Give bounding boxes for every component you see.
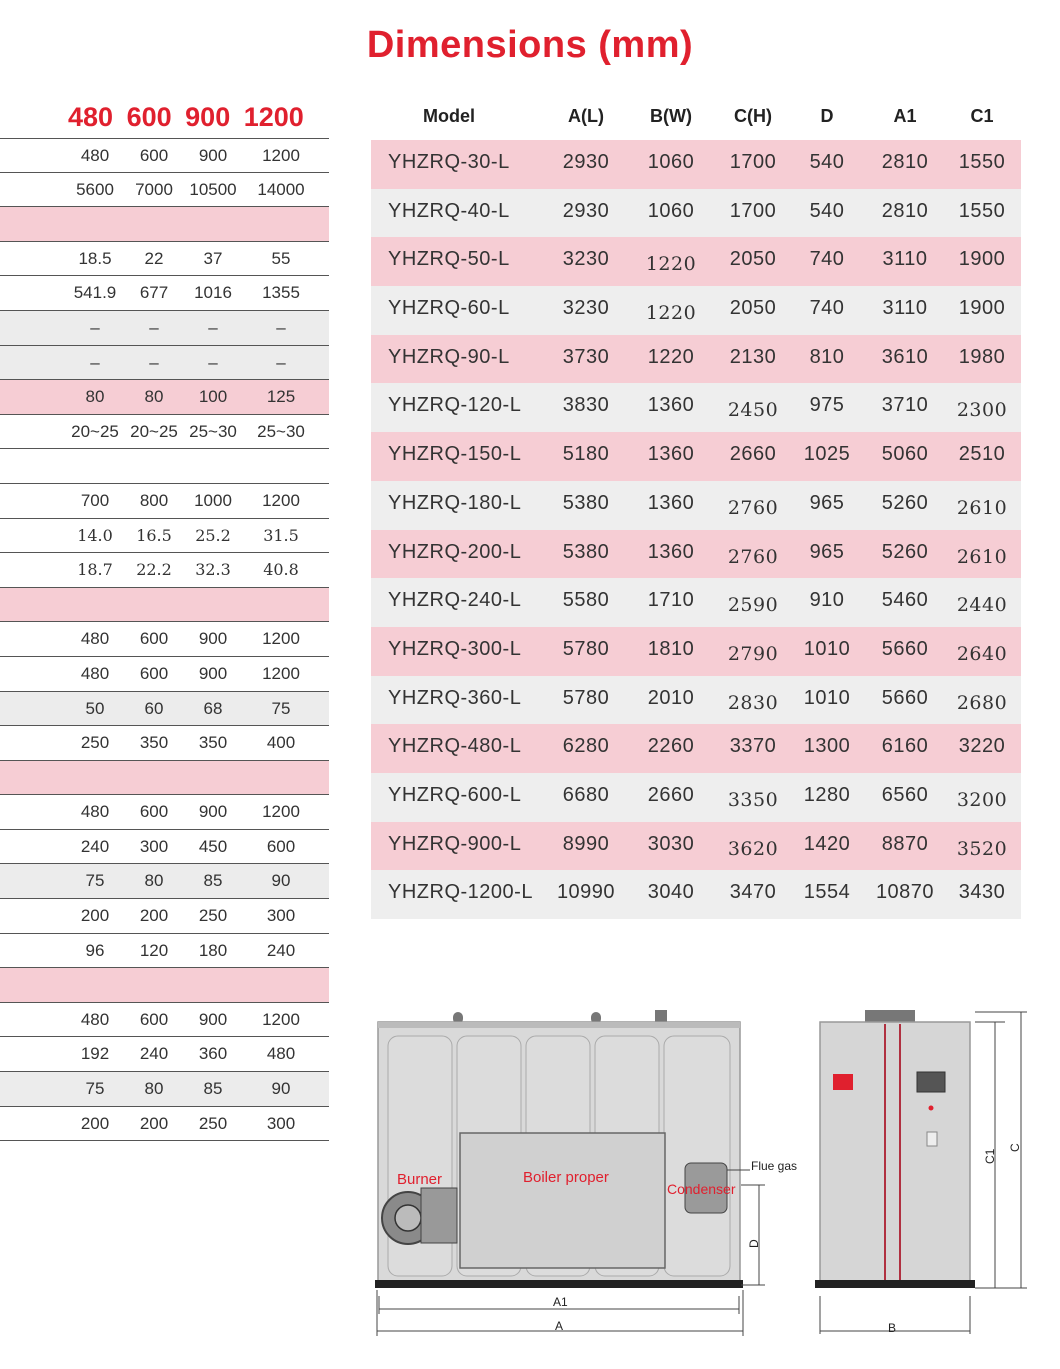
table-cell: 6160 — [881, 735, 929, 758]
table-cell: 975 — [809, 394, 845, 417]
table-cell: 85 — [203, 1079, 223, 1099]
table-cell: 350 — [139, 733, 169, 753]
table-cell: 192 — [80, 1044, 110, 1064]
table-cell: 1280 — [803, 783, 851, 806]
dim-c-label: C — [1008, 1143, 1022, 1152]
table-cell: 14000 — [257, 179, 305, 199]
model-cell: YHZRQ-40-L — [388, 199, 510, 222]
table-cell: 2830 — [727, 691, 779, 714]
table-cell: 2300 — [956, 399, 1008, 422]
table-cell: 200 — [139, 906, 169, 926]
table-cell: 5660 — [881, 686, 929, 709]
table-cell: 740 — [809, 248, 845, 271]
table-cell: 20~25 — [130, 421, 178, 441]
table-cell: 1060 — [647, 151, 695, 173]
model-cell: YHZRQ-30-L — [388, 151, 510, 173]
table-row — [0, 138, 329, 173]
table-cell: 1300 — [803, 735, 851, 758]
table-row — [0, 311, 329, 346]
table-cell: 740 — [809, 297, 845, 320]
table-row — [371, 189, 1021, 238]
table-cell: 800 — [139, 490, 169, 510]
table-row — [371, 481, 1021, 530]
model-cell: YHZRQ-200-L — [388, 540, 522, 563]
table-cell: 3200 — [956, 788, 1008, 811]
table-cell: 5580 — [562, 589, 610, 612]
table-row — [0, 380, 329, 415]
table-row — [371, 773, 1021, 822]
table-row — [371, 140, 1021, 189]
table-cell: 5600 — [76, 179, 114, 199]
table-cell: 200 — [80, 906, 110, 926]
table-cell: 900 — [198, 663, 228, 683]
table-cell: 1420 — [803, 832, 851, 855]
table-cell: 2260 — [647, 735, 695, 758]
table-cell: 300 — [266, 1113, 296, 1133]
table-cell: 3470 — [729, 881, 777, 904]
dim-a1-label: A1 — [553, 1295, 568, 1309]
table-cell: 5380 — [562, 491, 610, 514]
left-spec-table — [0, 138, 329, 1141]
table-cell: 1550 — [958, 151, 1006, 173]
table-row — [0, 622, 329, 657]
table-cell: 2450 — [727, 399, 779, 422]
table-cell: 7000 — [135, 179, 173, 199]
table-cell: 300 — [139, 836, 169, 856]
column-header: A(L) — [568, 106, 604, 126]
table-row — [0, 207, 329, 242]
flue-gas-label: Flue gas — [751, 1159, 798, 1173]
table-cell: 240 — [80, 836, 110, 856]
table-cell: 450 — [198, 836, 228, 856]
table-cell: 2590 — [727, 594, 779, 617]
table-cell: – — [90, 317, 100, 337]
table-cell: 100 — [198, 387, 228, 407]
table-row — [0, 761, 329, 796]
table-cell: 1220 — [647, 345, 695, 368]
table-cell: 900 — [198, 146, 228, 165]
table-row — [0, 1107, 329, 1142]
table-cell: 90 — [271, 871, 291, 891]
header-900: 900 — [185, 102, 231, 132]
table-cell: 1016 — [194, 283, 232, 303]
table-cell: 80 — [144, 1079, 164, 1099]
table-row — [0, 968, 329, 1003]
table-row — [0, 864, 329, 899]
table-cell: 480 — [266, 1044, 296, 1064]
header-480: 480 — [68, 102, 114, 132]
table-cell: 3710 — [881, 394, 929, 417]
table-cell: 300 — [266, 906, 296, 926]
table-cell: 1200 — [262, 663, 300, 683]
table-cell: 900 — [198, 1009, 228, 1029]
table-cell: 2680 — [956, 691, 1008, 714]
table-cell: 240 — [139, 1044, 169, 1064]
table-cell: 1700 — [729, 199, 777, 222]
model-cell: YHZRQ-90-L — [388, 345, 510, 368]
table-cell: – — [208, 352, 218, 372]
boiler-proper-label: Boiler proper — [523, 1169, 609, 1186]
dim-d-label: D — [747, 1239, 761, 1248]
model-cell: YHZRQ-900-L — [388, 832, 522, 855]
table-cell: 200 — [80, 1113, 110, 1133]
table-cell: 480 — [80, 629, 110, 649]
table-cell: 5460 — [881, 589, 929, 612]
table-cell: 75 — [85, 1079, 105, 1099]
table-cell: 2790 — [727, 642, 779, 665]
model-cell: YHZRQ-50-L — [388, 248, 510, 271]
table-cell: 480 — [80, 663, 110, 683]
table-cell: 1000 — [194, 490, 232, 510]
table-cell: 10870 — [875, 881, 935, 904]
table-cell: 540 — [809, 199, 845, 222]
table-cell: 541.9 — [73, 283, 117, 303]
table-cell: 700 — [80, 490, 110, 510]
table-cell: 18.5 — [78, 248, 112, 268]
table-cell: 80 — [144, 387, 164, 407]
table-cell: 8990 — [562, 832, 610, 855]
table-cell: 350 — [198, 733, 228, 753]
table-cell: – — [90, 352, 100, 372]
table-cell: 600 — [139, 1009, 169, 1029]
table-row — [371, 286, 1021, 335]
table-row — [371, 530, 1021, 579]
table-cell: 55 — [271, 248, 291, 268]
table-cell: 3620 — [727, 837, 779, 860]
table-cell: 480 — [80, 1009, 110, 1029]
table-cell: 80 — [85, 387, 105, 407]
table-cell: 50 — [85, 698, 105, 718]
table-row — [0, 519, 329, 554]
table-cell: 1810 — [647, 637, 695, 660]
table-cell: 360 — [198, 1044, 228, 1064]
table-cell: 900 — [198, 802, 228, 822]
table-cell: 600 — [139, 802, 169, 822]
table-row — [0, 1037, 329, 1072]
table-cell: 80 — [144, 871, 164, 891]
table-cell: 2660 — [729, 443, 777, 466]
table-cell: 910 — [809, 589, 845, 612]
table-cell: 2610 — [956, 496, 1008, 519]
table-cell: 5380 — [562, 540, 610, 563]
table-row — [371, 383, 1021, 432]
table-cell: 75 — [271, 698, 291, 718]
table-cell: 10990 — [556, 881, 616, 904]
table-cell: 5260 — [881, 491, 929, 514]
table-cell: 3430 — [958, 881, 1006, 904]
table-cell: 85 — [203, 871, 223, 891]
table-cell: 540 — [809, 151, 845, 173]
table-cell: 1220 — [645, 253, 697, 276]
table-cell: 14.0 — [77, 525, 113, 545]
table-row — [0, 242, 329, 277]
left-table-header — [68, 102, 318, 133]
table-cell: 2010 — [647, 686, 695, 709]
table-cell: 22 — [144, 248, 164, 268]
table-cell: 5180 — [562, 443, 610, 466]
dim-a-label: A — [555, 1319, 564, 1333]
table-cell: – — [276, 317, 286, 337]
table-cell: 1010 — [803, 686, 851, 709]
table-cell: – — [149, 317, 159, 337]
table-cell: 480 — [80, 802, 110, 822]
table-cell: 2660 — [647, 783, 695, 806]
table-cell: 5060 — [881, 443, 929, 466]
boiler-drawing — [355, 1000, 1035, 1345]
header-600: 600 — [126, 102, 172, 132]
table-cell: 1550 — [958, 199, 1006, 222]
table-cell: 2510 — [958, 443, 1006, 466]
column-header: D — [820, 106, 834, 126]
table-cell: 8870 — [881, 832, 929, 855]
table-cell: 1025 — [803, 443, 851, 466]
table-cell: 1360 — [647, 491, 695, 514]
table-cell: 3230 — [562, 248, 610, 271]
table-cell: 240 — [266, 940, 296, 960]
table-cell: 125 — [266, 387, 296, 407]
table-cell: – — [276, 352, 286, 372]
table-row — [0, 1003, 329, 1038]
table-cell: 25~30 — [257, 421, 305, 441]
table-cell: 900 — [198, 629, 228, 649]
model-cell: YHZRQ-300-L — [388, 637, 522, 660]
table-cell: 75 — [85, 871, 105, 891]
table-cell: 120 — [139, 940, 169, 960]
condenser-label: Condenser — [667, 1181, 736, 1197]
table-cell: 1700 — [729, 151, 777, 173]
table-cell: 1355 — [262, 283, 300, 303]
column-header: C(H) — [734, 106, 772, 126]
table-cell: 1060 — [647, 199, 695, 222]
table-row — [0, 726, 329, 761]
table-cell: 2050 — [729, 297, 777, 320]
table-cell: 965 — [809, 491, 845, 514]
table-cell: 3350 — [727, 788, 779, 811]
table-cell: 3110 — [882, 248, 928, 271]
model-cell: YHZRQ-180-L — [388, 491, 522, 514]
table-cell: 600 — [139, 146, 169, 165]
table-cell: 1980 — [958, 345, 1006, 368]
table-cell: 40.8 — [263, 560, 299, 580]
table-cell: 3610 — [881, 345, 929, 368]
dim-c1-label: C1 — [983, 1148, 997, 1164]
column-header: Model — [423, 106, 475, 126]
table-row — [371, 237, 1021, 286]
table-cell: 1900 — [958, 248, 1006, 271]
table-cell: 1220 — [645, 302, 697, 325]
table-cell: 2440 — [956, 594, 1008, 617]
table-cell: 3830 — [562, 394, 610, 417]
table-cell: 1200 — [262, 146, 300, 165]
page-title: Dimensions (mm) — [366, 24, 694, 66]
table-cell: 1360 — [647, 394, 695, 417]
table-cell: 5660 — [881, 637, 929, 660]
table-cell: 1710 — [647, 589, 695, 612]
table-cell: 1010 — [803, 637, 851, 660]
table-cell: 250 — [198, 1113, 228, 1133]
table-cell: 1360 — [647, 443, 695, 466]
table-cell: 5780 — [562, 686, 610, 709]
column-header: C1 — [970, 106, 994, 126]
table-cell: 2930 — [562, 151, 610, 173]
table-cell: 68 — [203, 698, 223, 718]
model-cell: YHZRQ-360-L — [388, 686, 522, 709]
model-cell: YHZRQ-1200-L — [388, 881, 533, 904]
table-cell: 677 — [139, 283, 169, 303]
table-row — [0, 899, 329, 934]
table-cell: 600 — [139, 629, 169, 649]
table-cell: 1200 — [262, 802, 300, 822]
table-cell: 3370 — [729, 735, 777, 758]
dimension-table — [371, 98, 1021, 919]
table-cell: 22.2 — [136, 560, 172, 580]
header-1200: 1200 — [243, 102, 304, 132]
table-cell: – — [208, 317, 218, 337]
table-row — [0, 276, 329, 311]
table-row — [0, 934, 329, 969]
table-cell: 6680 — [562, 783, 610, 806]
table-cell: 2810 — [881, 151, 929, 173]
table-cell: – — [149, 352, 159, 372]
table-row — [0, 553, 329, 588]
table-cell: 2760 — [727, 545, 779, 568]
model-cell: YHZRQ-600-L — [388, 783, 522, 806]
table-cell: 810 — [809, 345, 845, 368]
table-cell: 90 — [271, 1079, 291, 1099]
table-cell: 400 — [266, 733, 296, 753]
table-row — [0, 795, 329, 830]
model-cell: YHZRQ-60-L — [388, 297, 510, 320]
table-cell: 5780 — [562, 637, 610, 660]
table-cell: 3110 — [882, 297, 928, 320]
burner-label: Burner — [397, 1171, 443, 1188]
table-cell: 18.7 — [77, 560, 113, 580]
table-row — [0, 415, 329, 450]
table-row — [0, 484, 329, 519]
table-cell: 6280 — [562, 735, 610, 758]
table-row — [0, 588, 329, 623]
table-cell: 2610 — [956, 545, 1008, 568]
table-cell: 25.2 — [195, 525, 231, 545]
table-cell: 5260 — [881, 540, 929, 563]
table-cell: 1200 — [262, 1009, 300, 1029]
table-cell: 10500 — [189, 179, 237, 199]
table-cell: 3040 — [647, 881, 695, 904]
table-cell: 3730 — [562, 345, 610, 368]
table-cell: 600 — [266, 836, 296, 856]
table-row — [0, 692, 329, 727]
table-cell: 2050 — [729, 248, 777, 271]
table-cell: 180 — [198, 940, 228, 960]
table-row — [0, 449, 329, 484]
table-cell: 965 — [809, 540, 845, 563]
table-row — [371, 676, 1021, 725]
table-cell: 37 — [203, 248, 223, 268]
table-cell: 600 — [139, 663, 169, 683]
table-row — [371, 335, 1021, 384]
table-cell: 20~25 — [71, 421, 119, 441]
table-cell: 1200 — [262, 490, 300, 510]
table-cell: 250 — [198, 906, 228, 926]
table-cell: 1554 — [803, 881, 851, 904]
table-row — [0, 830, 329, 865]
boiler-front-view — [815, 1010, 975, 1288]
table-cell: 2130 — [729, 345, 777, 368]
table-row — [371, 870, 1021, 919]
table-cell: 1900 — [958, 297, 1006, 320]
table-row — [0, 346, 329, 381]
table-cell: 16.5 — [136, 525, 172, 545]
model-cell: YHZRQ-480-L — [388, 735, 522, 758]
table-cell: 3030 — [647, 832, 695, 855]
table-row — [371, 822, 1021, 871]
column-header: B(W) — [650, 106, 692, 126]
table-cell: 1360 — [647, 540, 695, 563]
table-row — [371, 578, 1021, 627]
table-row — [0, 173, 329, 208]
table-cell: 2930 — [562, 199, 610, 222]
table-cell: 6560 — [881, 783, 929, 806]
table-row — [371, 627, 1021, 676]
table-cell: 2810 — [881, 199, 929, 222]
table-cell: 250 — [80, 733, 110, 753]
column-header: A1 — [893, 106, 917, 126]
table-cell: 3230 — [562, 297, 610, 320]
table-cell: 480 — [80, 146, 110, 165]
table-cell: 3520 — [956, 837, 1008, 860]
dimension-table-header — [371, 98, 1021, 140]
table-cell: 200 — [139, 1113, 169, 1133]
table-row — [0, 1072, 329, 1107]
table-cell: 96 — [85, 940, 105, 960]
table-cell: 1200 — [262, 629, 300, 649]
table-cell: 31.5 — [263, 525, 299, 545]
dim-b-label: B — [888, 1321, 897, 1335]
table-row — [371, 724, 1021, 773]
table-cell: 25~30 — [189, 421, 237, 441]
table-row — [371, 432, 1021, 481]
model-cell: YHZRQ-240-L — [388, 589, 522, 612]
table-cell: 32.3 — [195, 560, 231, 580]
table-cell: 60 — [144, 698, 164, 718]
table-cell: 2640 — [956, 642, 1008, 665]
table-row — [0, 657, 329, 692]
model-cell: YHZRQ-150-L — [388, 443, 522, 466]
table-cell: 2760 — [727, 496, 779, 519]
model-cell: YHZRQ-120-L — [388, 394, 522, 417]
table-cell: 3220 — [958, 735, 1006, 758]
